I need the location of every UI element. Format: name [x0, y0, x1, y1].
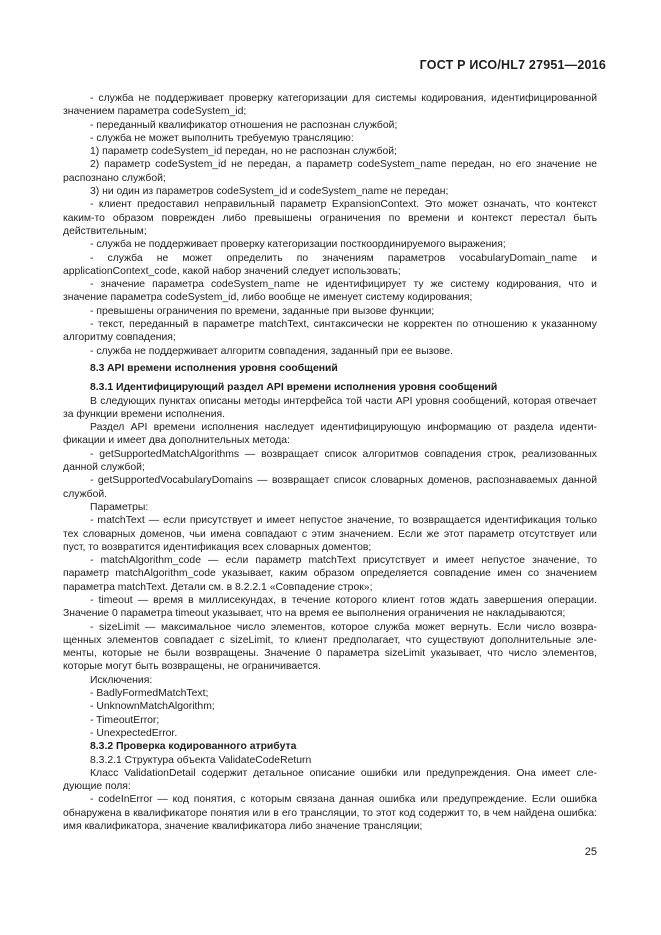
- subsection-heading: 8.3.1 Идентифицирующий раздел API времени исполнения уровня сообщений: [90, 382, 498, 394]
- paragraph: - BadlyFormedMatchText;: [90, 688, 209, 700]
- paragraph: - превышены ограничения по времени, заданные при вызове функции;: [90, 305, 435, 317]
- paragraph: 8.3.2.1 Структура объекта ValidateCodeReturn: [90, 754, 312, 766]
- paragraph: - TimeoutError;: [90, 714, 160, 726]
- paragraph: - UnexpectedError.: [90, 727, 178, 739]
- subsection-heading: 8.3.2 Проверка кодированного атрибута: [90, 741, 297, 753]
- paragraph: В следующих пунктах описаны методы интерфейса той части API уровня сообщений, которая отвечает за функции времени исполнения.: [63, 395, 597, 420]
- paragraph: - клиент предоставил неправильный параметр ExpansionContext. Это может означать, что контекст каким-то образом поврежден либо превышены ограничения по времени и контекст перестал быть действительным;: [63, 199, 597, 237]
- paragraph: Класс ValidationDetail содержит детальное описание ошибки или предупреждения. Она имеет следующие поля:: [63, 767, 597, 793]
- paragraph: - codeInError — код понятия, с которым связана данная ошибка или предупреждение. Если ошибка обнаружена в квалификаторе понятия или в его трансляции, то этот код содержит то, в чем найдена ошибка: имя квалификатора, значение квалификатора либо значение трансляции;: [63, 794, 597, 833]
- paragraph: - значение параметра codeSystem_name не идентифицирует ту же систему кодирования, что и значение параметра codeSystem_id, либо вообще не именует систему кодирования;: [63, 279, 597, 304]
- paragraph: - служба не может выполнить требуемую трансляцию:: [90, 132, 354, 144]
- paragraph: - matchAlgorithm_code — если параметр matchText присутствует и имеет непустое значение, то параметр matchAlgorithm_code указывает, каким образом определяется совпадение имен со значением параметра matchText. Детали см. в 8.2.2.1 «Совпадение строк»;: [63, 555, 597, 593]
- paragraph: - текст, переданный в параметре matchText, синтаксически не корректен по отношению к указанному алгоритму совпадения;: [63, 319, 597, 344]
- paragraph: 1) параметр codeSystem_id передан, но не распознан службой;: [90, 146, 397, 158]
- paragraph: - переданный квалификатор отношения не распознан службой;: [90, 119, 398, 131]
- paragraph: - sizeLimit — максимальное число элементов, которое служба может вернуть. Если число возвращенных элементов совпадает с sizeLimit, то клиент предполагает, что существуют дополнительные элементы, которые не были возвращены. Значение 0 параметра sizeLimit указывает, что число элементов, которые могут быть возвращены, не ограничивается.: [63, 621, 597, 673]
- document-header: ГОСТ Р ИСО/HL7 27951—2016: [419, 58, 606, 72]
- page-number: 25: [584, 846, 597, 858]
- paragraph: - служба не поддерживает проверку категоризации посткоординируемого выражения;: [90, 239, 506, 251]
- paragraph: - matchText — если присутствует и имеет непустое значение, то возвращается идентификация только тех словарных доменов, чьи имена совпадают с этим значением. Если же этот параметр отсутствует или пуст, то возвратится идентификация всех словарных доментов;: [63, 515, 597, 553]
- paragraph: 3) ни один из параметров codeSystem_id и codeSystem_name не передан;: [90, 186, 449, 198]
- section-heading: 8.3 API времени исполнения уровня сообщений: [90, 362, 338, 374]
- paragraph: - служба не может определить по значениям параметров vocabularyDomain_name и applicationContext_code, какой набор значений следует использовать;: [63, 252, 597, 277]
- paragraph: Параметры:: [90, 501, 149, 513]
- paragraph: Исключения:: [90, 674, 153, 686]
- paragraph: - служба не поддерживает алгоритм совпадения, заданный при ее вызове.: [90, 345, 454, 357]
- paragraph: Раздел API времени исполнения наследует идентифицирующую информацию от раздела идентификации и имеет два дополнительных метода:: [63, 422, 597, 447]
- paragraph: - getSupportedVocabularyDomains — возвращает список словарных доменов, распознаваемых данной службой.: [63, 475, 597, 500]
- document-body: [63, 92, 597, 833]
- paragraph: - UnknownMatchAlgorithm;: [90, 701, 215, 713]
- paragraph: - getSupportedMatchAlgorithms — возвращает список алгоритмов совпадения строк, реализованных данной службой;: [63, 448, 597, 474]
- paragraph: - timeout — время в миллисекундах, в течение которого клиент готов ждать завершения операции. Значение 0 параметра timeout указывает, что на время ее выполнения ограничения не накладываются;: [63, 594, 597, 620]
- paragraph: 2) параметр codeSystem_id не передан, а параметр codeSystem_name передан, но его значение не распознано службой;: [63, 159, 597, 184]
- paragraph: - служба не поддерживает проверку категоризации для системы кодирования, идентифицированной значением параметра codeSystem_id;: [63, 93, 597, 118]
